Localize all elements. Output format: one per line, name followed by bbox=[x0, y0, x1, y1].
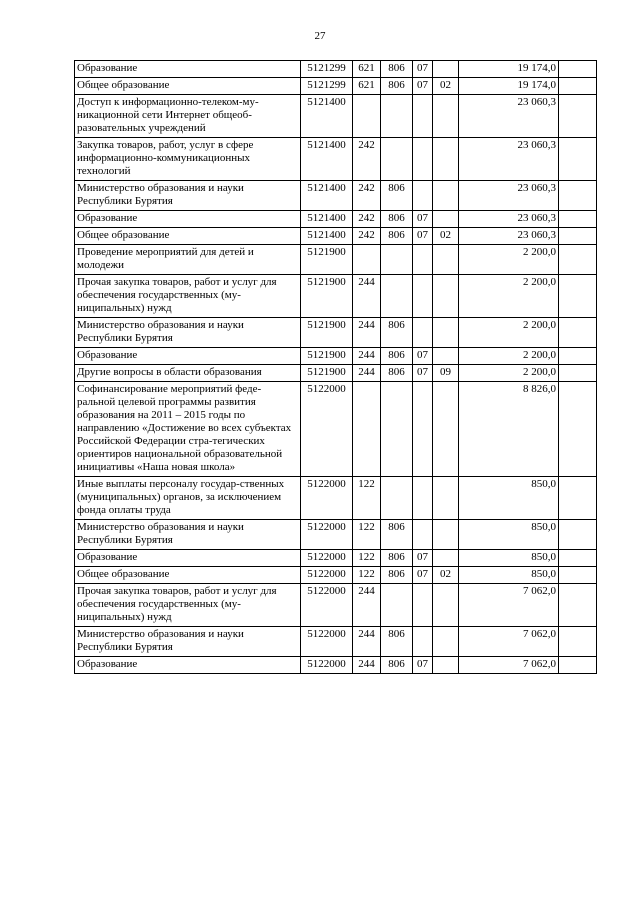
row-name: Образование bbox=[75, 657, 301, 674]
table-row bbox=[75, 477, 597, 520]
row-amount: 7 062,0 bbox=[459, 657, 559, 674]
row-expense-type-code: 244 bbox=[353, 627, 381, 657]
row-expense-type-code: 242 bbox=[353, 181, 381, 211]
row-amount: 2 200,0 bbox=[459, 275, 559, 318]
row-name: Министерство образования и науки Республики Бурятия bbox=[75, 627, 301, 657]
row-expense-type-code: 244 bbox=[353, 657, 381, 674]
row-expense-type-code: 244 bbox=[353, 348, 381, 365]
row-target-article-code: 5121900 bbox=[301, 365, 353, 382]
row-section-code: 07 bbox=[413, 550, 433, 567]
row-expense-type-code bbox=[353, 245, 381, 275]
row-subsection-code bbox=[433, 318, 459, 348]
table-row bbox=[75, 95, 597, 138]
row-empty-cell bbox=[559, 365, 597, 382]
row-subsection-code: 09 bbox=[433, 365, 459, 382]
row-administrator-code bbox=[381, 477, 413, 520]
row-empty-cell bbox=[559, 657, 597, 674]
row-name: Общее образование bbox=[75, 228, 301, 245]
row-amount: 7 062,0 bbox=[459, 627, 559, 657]
row-expense-type-code bbox=[353, 382, 381, 477]
row-expense-type-code: 244 bbox=[353, 275, 381, 318]
row-empty-cell bbox=[559, 138, 597, 181]
row-amount: 23 060,3 bbox=[459, 181, 559, 211]
row-amount: 19 174,0 bbox=[459, 78, 559, 95]
row-section-code bbox=[413, 477, 433, 520]
row-expense-type-code: 621 bbox=[353, 78, 381, 95]
row-administrator-code bbox=[381, 138, 413, 181]
row-empty-cell bbox=[559, 520, 597, 550]
row-name: Доступ к информационно-телеком-му-никационной сети Интернет общеоб-разовательных учреждений bbox=[75, 95, 301, 138]
row-section-code: 07 bbox=[413, 61, 433, 78]
row-section-code: 07 bbox=[413, 348, 433, 365]
row-amount: 2 200,0 bbox=[459, 348, 559, 365]
row-subsection-code bbox=[433, 275, 459, 318]
row-section-code bbox=[413, 138, 433, 181]
row-target-article-code: 5122000 bbox=[301, 382, 353, 477]
row-name: Проведение мероприятий для детей и молодежи bbox=[75, 245, 301, 275]
row-subsection-code bbox=[433, 382, 459, 477]
row-target-article-code: 5121400 bbox=[301, 138, 353, 181]
row-target-article-code: 5121400 bbox=[301, 95, 353, 138]
row-empty-cell bbox=[559, 181, 597, 211]
row-amount: 2 200,0 bbox=[459, 245, 559, 275]
row-subsection-code bbox=[433, 584, 459, 627]
table-row bbox=[75, 657, 597, 674]
row-empty-cell bbox=[559, 78, 597, 95]
row-empty-cell bbox=[559, 61, 597, 78]
row-target-article-code: 5122000 bbox=[301, 567, 353, 584]
table-row bbox=[75, 382, 597, 477]
row-target-article-code: 5121299 bbox=[301, 78, 353, 95]
page-number: 27 bbox=[314, 30, 326, 42]
table-row bbox=[75, 584, 597, 627]
row-target-article-code: 5122000 bbox=[301, 657, 353, 674]
row-subsection-code bbox=[433, 657, 459, 674]
row-administrator-code: 806 bbox=[381, 348, 413, 365]
row-administrator-code: 806 bbox=[381, 520, 413, 550]
row-administrator-code bbox=[381, 584, 413, 627]
row-subsection-code bbox=[433, 520, 459, 550]
row-name: Образование bbox=[75, 61, 301, 78]
row-target-article-code: 5121400 bbox=[301, 228, 353, 245]
table-row bbox=[75, 211, 597, 228]
table-row bbox=[75, 520, 597, 550]
row-section-code bbox=[413, 275, 433, 318]
row-section-code bbox=[413, 95, 433, 138]
row-section-code bbox=[413, 584, 433, 627]
row-empty-cell bbox=[559, 245, 597, 275]
row-name: Общее образование bbox=[75, 78, 301, 95]
row-name: Прочая закупка товаров, работ и услуг для обеспечения государственных (му-ниципальных) нужд bbox=[75, 275, 301, 318]
table-row bbox=[75, 567, 597, 584]
row-expense-type-code: 122 bbox=[353, 567, 381, 584]
row-expense-type-code: 244 bbox=[353, 365, 381, 382]
row-administrator-code: 806 bbox=[381, 318, 413, 348]
row-administrator-code: 806 bbox=[381, 181, 413, 211]
table-row bbox=[75, 550, 597, 567]
table-row bbox=[75, 138, 597, 181]
row-subsection-code: 02 bbox=[433, 78, 459, 95]
row-name: Иные выплаты персоналу государ-ственных (муниципальных) органов, за исключением фонда оплаты труда bbox=[75, 477, 301, 520]
row-section-code: 07 bbox=[413, 567, 433, 584]
table-row bbox=[75, 228, 597, 245]
table-row bbox=[75, 318, 597, 348]
row-name: Министерство образования и науки Республики Бурятия bbox=[75, 181, 301, 211]
row-empty-cell bbox=[559, 95, 597, 138]
row-subsection-code bbox=[433, 348, 459, 365]
row-subsection-code bbox=[433, 550, 459, 567]
row-target-article-code: 5121900 bbox=[301, 245, 353, 275]
row-empty-cell bbox=[559, 318, 597, 348]
row-administrator-code: 806 bbox=[381, 228, 413, 245]
row-expense-type-code: 122 bbox=[353, 520, 381, 550]
table-row bbox=[75, 627, 597, 657]
row-empty-cell bbox=[559, 275, 597, 318]
row-name: Общее образование bbox=[75, 567, 301, 584]
row-administrator-code bbox=[381, 95, 413, 138]
row-administrator-code: 806 bbox=[381, 365, 413, 382]
row-empty-cell bbox=[559, 348, 597, 365]
row-subsection-code bbox=[433, 477, 459, 520]
row-expense-type-code: 242 bbox=[353, 228, 381, 245]
table-row bbox=[75, 245, 597, 275]
row-amount: 7 062,0 bbox=[459, 584, 559, 627]
row-expense-type-code: 122 bbox=[353, 550, 381, 567]
row-amount: 2 200,0 bbox=[459, 318, 559, 348]
row-name: Софинансирование мероприятий феде-ральной целевой программы развития образования на 2011 – 2015 годы по направлению «Достижение во всех субъектах Российской Федерации стра-тегических ориентиров национальной образовательной инициативы «Наша новая школа» bbox=[75, 382, 301, 477]
row-administrator-code bbox=[381, 275, 413, 318]
row-section-code bbox=[413, 627, 433, 657]
row-empty-cell bbox=[559, 627, 597, 657]
row-section-code: 07 bbox=[413, 365, 433, 382]
row-expense-type-code: 242 bbox=[353, 138, 381, 181]
row-expense-type-code: 621 bbox=[353, 61, 381, 78]
row-name: Образование bbox=[75, 550, 301, 567]
row-target-article-code: 5121900 bbox=[301, 275, 353, 318]
row-amount: 850,0 bbox=[459, 477, 559, 520]
row-section-code bbox=[413, 520, 433, 550]
row-amount: 23 060,3 bbox=[459, 228, 559, 245]
row-subsection-code bbox=[433, 61, 459, 78]
row-empty-cell bbox=[559, 550, 597, 567]
row-section-code: 07 bbox=[413, 657, 433, 674]
row-target-article-code: 5122000 bbox=[301, 584, 353, 627]
row-administrator-code: 806 bbox=[381, 211, 413, 228]
row-subsection-code bbox=[433, 95, 459, 138]
row-target-article-code: 5121900 bbox=[301, 348, 353, 365]
table-row bbox=[75, 61, 597, 78]
table-row bbox=[75, 181, 597, 211]
row-section-code bbox=[413, 318, 433, 348]
row-empty-cell bbox=[559, 477, 597, 520]
table-row bbox=[75, 78, 597, 95]
row-empty-cell bbox=[559, 584, 597, 627]
row-amount: 23 060,3 bbox=[459, 211, 559, 228]
row-target-article-code: 5121900 bbox=[301, 318, 353, 348]
row-amount: 23 060,3 bbox=[459, 138, 559, 181]
row-subsection-code bbox=[433, 138, 459, 181]
row-target-article-code: 5121400 bbox=[301, 211, 353, 228]
row-empty-cell bbox=[559, 228, 597, 245]
row-amount: 19 174,0 bbox=[459, 61, 559, 78]
row-section-code: 07 bbox=[413, 228, 433, 245]
row-section-code bbox=[413, 181, 433, 211]
row-administrator-code bbox=[381, 382, 413, 477]
row-subsection-code bbox=[433, 211, 459, 228]
row-empty-cell bbox=[559, 567, 597, 584]
row-empty-cell bbox=[559, 382, 597, 477]
row-amount: 23 060,3 bbox=[459, 95, 559, 138]
row-section-code: 07 bbox=[413, 78, 433, 95]
budget-table bbox=[74, 60, 597, 674]
row-amount: 850,0 bbox=[459, 520, 559, 550]
row-amount: 8 826,0 bbox=[459, 382, 559, 477]
row-amount: 850,0 bbox=[459, 550, 559, 567]
row-expense-type-code: 244 bbox=[353, 318, 381, 348]
row-name: Образование bbox=[75, 211, 301, 228]
row-target-article-code: 5122000 bbox=[301, 520, 353, 550]
row-subsection-code bbox=[433, 627, 459, 657]
row-name: Другие вопросы в области образования bbox=[75, 365, 301, 382]
row-target-article-code: 5121400 bbox=[301, 181, 353, 211]
row-target-article-code: 5121299 bbox=[301, 61, 353, 78]
row-administrator-code: 806 bbox=[381, 550, 413, 567]
row-name: Закупка товаров, работ, услуг в сфере информационно-коммуникационных технологий bbox=[75, 138, 301, 181]
row-target-article-code: 5122000 bbox=[301, 550, 353, 567]
row-administrator-code: 806 bbox=[381, 61, 413, 78]
row-administrator-code: 806 bbox=[381, 657, 413, 674]
row-empty-cell bbox=[559, 211, 597, 228]
row-section-code: 07 bbox=[413, 211, 433, 228]
row-name: Министерство образования и науки Республики Бурятия bbox=[75, 520, 301, 550]
row-subsection-code bbox=[433, 245, 459, 275]
table-row bbox=[75, 348, 597, 365]
row-target-article-code: 5122000 bbox=[301, 477, 353, 520]
row-expense-type-code: 122 bbox=[353, 477, 381, 520]
row-subsection-code bbox=[433, 181, 459, 211]
row-subsection-code: 02 bbox=[433, 228, 459, 245]
row-target-article-code: 5122000 bbox=[301, 627, 353, 657]
table-row bbox=[75, 365, 597, 382]
row-expense-type-code: 242 bbox=[353, 211, 381, 228]
row-amount: 850,0 bbox=[459, 567, 559, 584]
row-administrator-code: 806 bbox=[381, 627, 413, 657]
row-expense-type-code bbox=[353, 95, 381, 138]
row-subsection-code: 02 bbox=[433, 567, 459, 584]
row-administrator-code: 806 bbox=[381, 567, 413, 584]
row-name: Министерство образования и науки Республики Бурятия bbox=[75, 318, 301, 348]
row-administrator-code bbox=[381, 245, 413, 275]
row-name: Прочая закупка товаров, работ и услуг для обеспечения государственных (му-ниципальных) нужд bbox=[75, 584, 301, 627]
row-section-code bbox=[413, 382, 433, 477]
row-administrator-code: 806 bbox=[381, 78, 413, 95]
row-section-code bbox=[413, 245, 433, 275]
table-row bbox=[75, 275, 597, 318]
row-amount: 2 200,0 bbox=[459, 365, 559, 382]
row-name: Образование bbox=[75, 348, 301, 365]
row-expense-type-code: 244 bbox=[353, 584, 381, 627]
